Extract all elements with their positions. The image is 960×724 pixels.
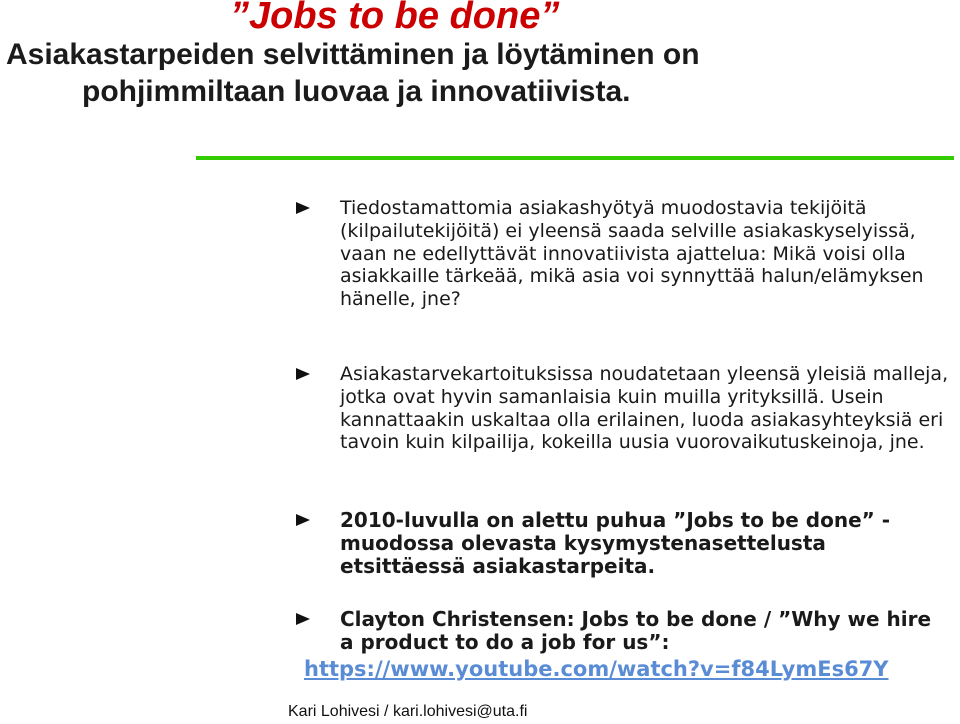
slide-subtitle: [6, 36, 866, 110]
bullet-text-3: 2010-luvulla on alettu puhua ”Jobs to be done” -muodossa olevasta kysymystenasettelusta etsittäessä asiakastarpeita.: [340, 508, 891, 578]
subtitle-line-1: Asiakastarpeiden selvittäminen ja löytäminen on: [6, 38, 700, 71]
bullet-text-2: Asiakastarvekartoituksissa noudatetaan yleensä yleisiä malleja, jotka ovat hyvin samanlaisia kuin muilla yrityksillä. Usein kannattaakin uskaltaa olla erilainen, luoda asiakasyhteyksiä eri tavoin kuin kilpailija, kokeilla uusia vuorovaikutuskeinoja, jne.: [340, 363, 949, 454]
bullet-arrow-icon: [296, 202, 310, 214]
subtitle-line-2: pohjimmiltaan luovaa ja innovatiivista.: [82, 75, 631, 108]
bullet-text-4: Clayton Christensen: Jobs to be done / ”Why we hire a product to do a job for us”:: [340, 607, 932, 654]
bullet-text-1: Tiedostamattomia asiakashyötyä muodostavia tekijöitä (kilpailutekijöitä) ei yleensä saada selville asiakaskyselyissä, vaan ne edellyttävät innovatiivista ajattelua: Mikä voisi olla asiakkaille tärkeää, mikä asia voi synnyttää halun/elämyksen hänelle, jne?: [340, 197, 924, 311]
footer-author: Kari Lohivesi / kari.lohivesi@uta.fi: [288, 703, 528, 720]
bullet-arrow-icon: [296, 613, 310, 625]
divider-line: [196, 156, 954, 160]
bullet-arrow-icon: [296, 368, 310, 380]
slide-title: ”Jobs to be done”: [230, 0, 560, 37]
youtube-link[interactable]: https://www.youtube.com/watch?v=f84LymEs67Y: [304, 657, 889, 681]
bullet-arrow-icon: [296, 514, 310, 526]
